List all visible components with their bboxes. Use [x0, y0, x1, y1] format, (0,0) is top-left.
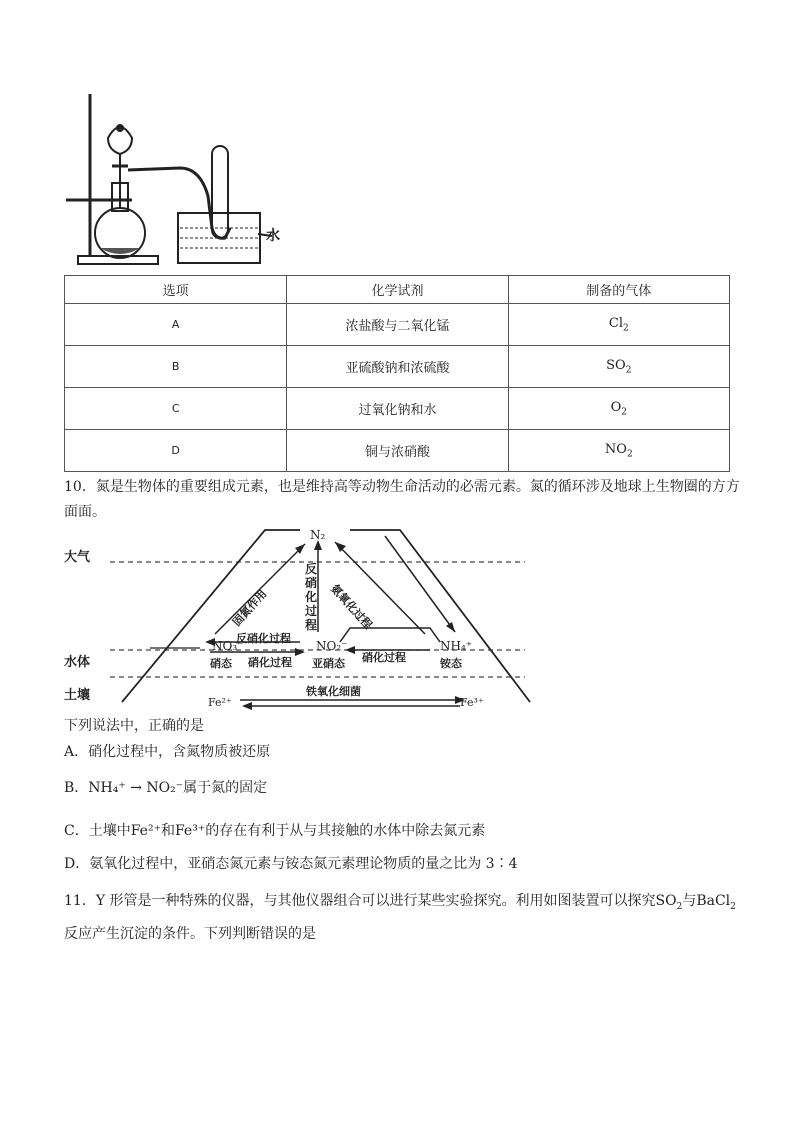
header-option: 选项: [65, 276, 287, 304]
q10-stem-line1: 10．氮是生物体的重要组成元素，也是维持高等动物生命活动的必需元素。氮的循环涉及地球上生物圈的方方: [64, 479, 740, 495]
zone-water-label: 水体: [64, 655, 91, 670]
q10-option-a: A．硝化过程中，含氮物质被还原: [64, 744, 271, 760]
reagent-table: [64, 275, 730, 472]
label-iron-oxidizing-bacteria: 铁氧化细菌: [306, 685, 361, 698]
cell-reagent: 铜与浓硝酸: [287, 430, 508, 472]
cell-reagent: 过氧化钠和水: [287, 388, 508, 430]
header-gas: 制备的气体: [508, 276, 729, 304]
label-anammox: 氨氧化过程: [328, 582, 375, 632]
label-denitrification-vertical: 反硝化过程: [305, 562, 318, 632]
state-ammonium-label: 铵态: [440, 657, 462, 670]
cell-option: B: [65, 346, 287, 388]
cell-gas: $SO_2$: [508, 346, 729, 388]
water-label: 水: [266, 228, 280, 244]
no3-node: NO₃⁻: [212, 639, 244, 653]
label-fixation: 固氮作用: [230, 587, 270, 629]
nh4-node: NH₄⁺: [440, 639, 473, 653]
label-nitrification-right: 硝化过程: [362, 651, 406, 664]
collection-tube: [212, 146, 228, 238]
cell-gas: $O_2$: [508, 388, 729, 430]
table-row: [65, 430, 730, 472]
q10-option-d: D．氨氧化过程中，亚硝态氮元素与铵态氮元素理论物质的量之比为 3∶4: [64, 856, 518, 872]
q10-prompt: 下列说法中，正确的是: [64, 718, 204, 734]
q10-stem-line2: 面面。: [64, 504, 106, 520]
cell-reagent: 浓盐酸与二氧化锰: [287, 304, 508, 346]
no2-node: NO₂⁻: [316, 639, 348, 653]
label-denitrification-horizontal: 反硝化过程: [236, 632, 291, 645]
zone-air-label: 大气: [64, 550, 91, 565]
table-row: [65, 388, 730, 430]
zone-soil-label: 土壤: [64, 688, 91, 703]
q10-option-b: B．NH₄⁺ → NO₂⁻属于氮的固定: [64, 780, 268, 796]
cell-reagent: 亚硫酸钠和浓硫酸: [287, 346, 508, 388]
table-row: [65, 304, 730, 346]
outer-cycle-path: [122, 530, 300, 702]
label-nitrification-left: 硝化过程: [248, 656, 292, 669]
n2-node: N₂: [310, 528, 326, 542]
state-nitrite-label: 亚硝态: [312, 657, 345, 670]
table-header-row: [65, 276, 730, 304]
option-b-formula: NH₄⁺ → NO₂⁻: [88, 780, 184, 796]
cell-option: D: [65, 430, 287, 472]
cell-gas: $Cl_2$: [508, 304, 729, 346]
fe3-node: Fe³⁺: [460, 696, 484, 709]
state-nitrate-label: 硝态: [210, 657, 232, 670]
table-row: [65, 346, 730, 388]
cell-gas: $NO_2$: [508, 430, 729, 472]
header-reagent: 化学试剂: [287, 276, 508, 304]
gas-generation-apparatus: [60, 88, 300, 273]
q11-stem-line1: 11．Y 形管是一种特殊的仪器，与其他仪器组合可以进行某些实验探究。利用如图装置可以探究$SO_2$与BaCl$_2$: [64, 893, 736, 912]
cell-option: C: [65, 388, 287, 430]
q11-stem-line2: 反应产生沉淀的条件。下列判断错误的是: [64, 926, 316, 942]
cell-option: A: [65, 304, 287, 346]
nitrogen-cycle-diagram: [60, 522, 540, 712]
q10-option-c: C．土壤中Fe²⁺和Fe³⁺的存在有利于从与其接触的水体中除去氮元素: [64, 823, 486, 839]
fe2-node: Fe²⁺: [208, 696, 232, 709]
